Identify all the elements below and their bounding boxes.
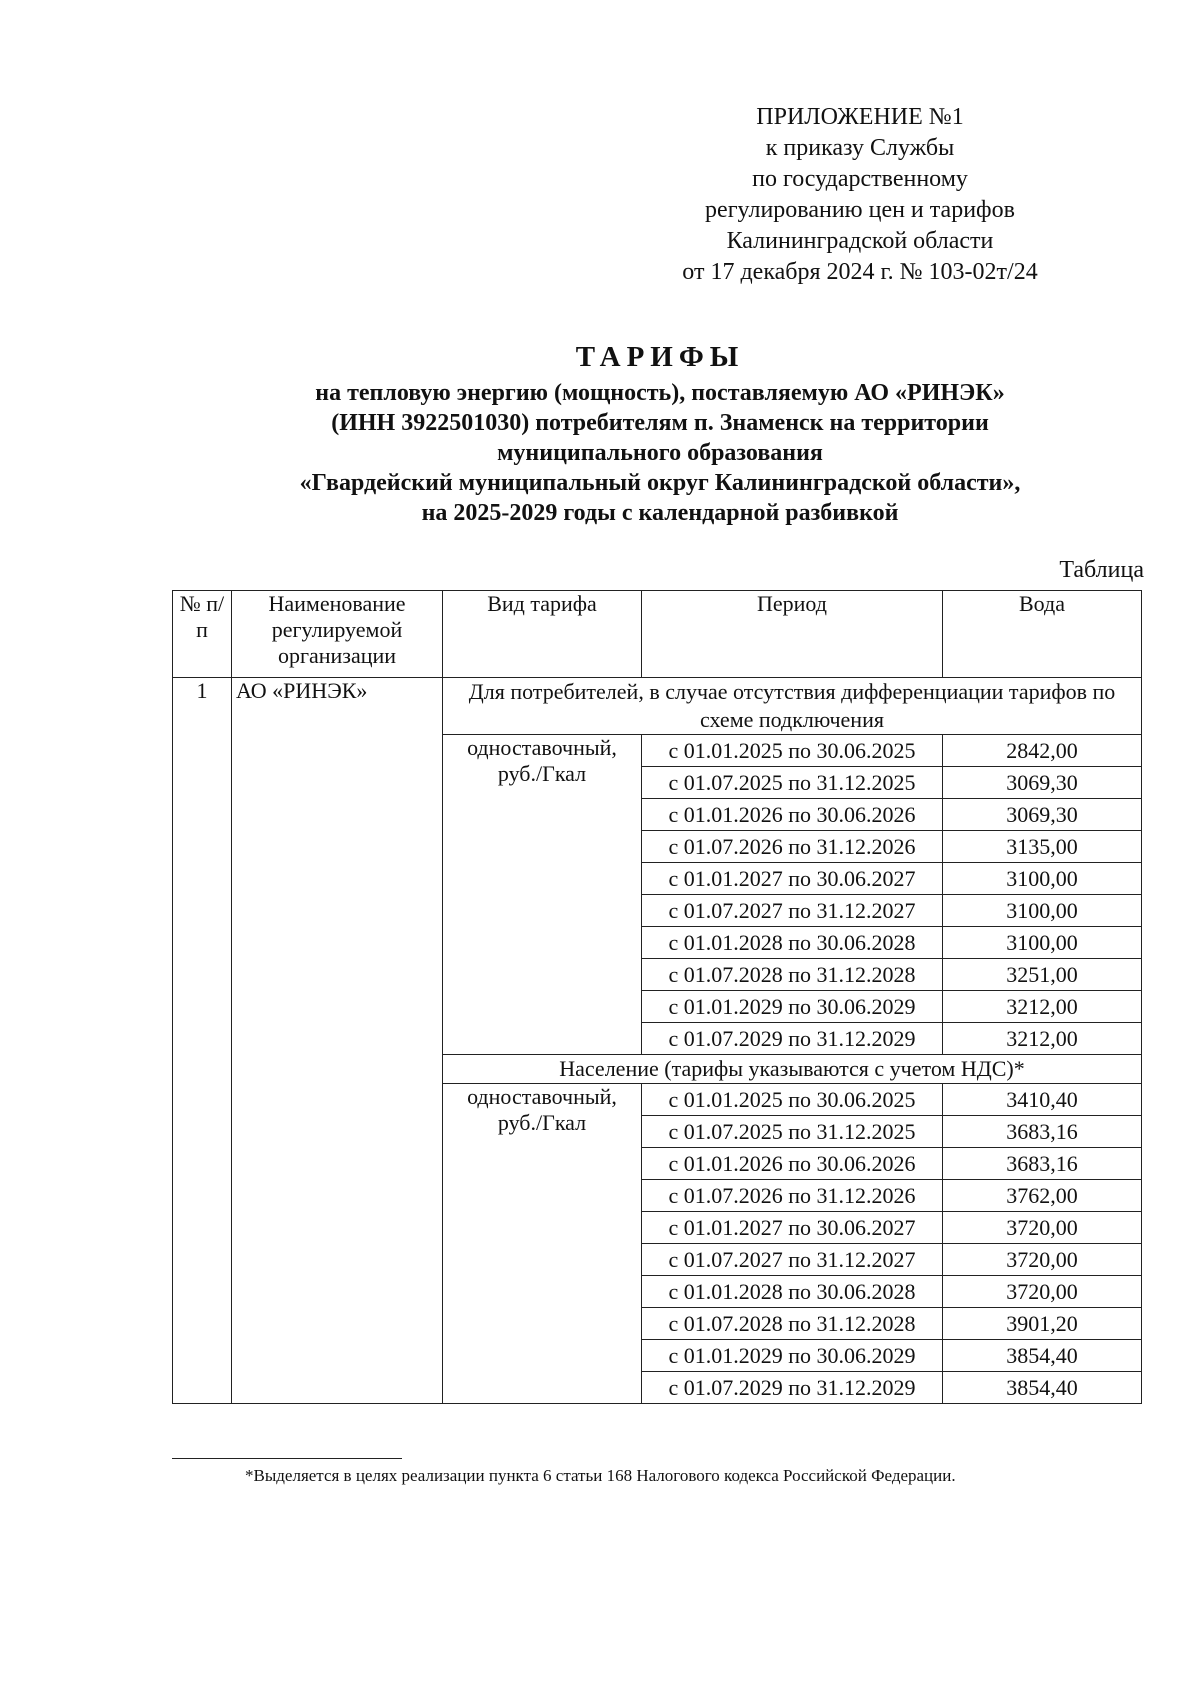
tariff-value: 3135,00 [943, 831, 1142, 863]
appendix-line: по государственному [752, 166, 968, 192]
tariff-period: с 01.07.2028 по 31.12.2028 [642, 959, 943, 991]
tariff-value: 3100,00 [943, 927, 1142, 959]
tariff-value: 3720,00 [943, 1212, 1142, 1244]
tariff-value: 3251,00 [943, 959, 1142, 991]
group-title-row [173, 678, 1142, 735]
tariff-period: с 01.01.2029 по 30.06.2029 [642, 991, 943, 1023]
appendix-line: ПРИЛОЖЕНИЕ №1 [756, 104, 964, 130]
tariff-value: 3069,30 [943, 767, 1142, 799]
title-line: (ИНН 3922501030) потребителям п. Знаменск на территории [331, 410, 989, 436]
title-line: на 2025-2029 годы с календарной разбивкой [421, 500, 899, 526]
tariff-period: с 01.07.2028 по 31.12.2028 [642, 1308, 943, 1340]
header-kind: Вид тарифа [443, 591, 642, 678]
appendix-line: Калининградской области [726, 228, 994, 254]
tariff-value: 3683,16 [943, 1116, 1142, 1148]
footnote-divider [172, 1458, 402, 1459]
tariff-period: с 01.07.2026 по 31.12.2026 [642, 1180, 943, 1212]
tariff-value: 3100,00 [943, 895, 1142, 927]
appendix-header [640, 102, 1080, 288]
header-value: Вода [943, 591, 1142, 678]
appendix-line: регулированию цен и тарифов [705, 197, 1015, 223]
appendix-line: от 17 декабря 2024 г. № 103-02т/24 [682, 259, 1038, 285]
tariff-period: с 01.07.2026 по 31.12.2026 [642, 831, 943, 863]
tariff-kind: одноставочный, руб./Гкал [443, 735, 642, 1055]
tariff-period: с 01.01.2027 по 30.06.2027 [642, 863, 943, 895]
tariff-value: 3212,00 [943, 991, 1142, 1023]
tariff-period: с 01.07.2027 по 31.12.2027 [642, 1244, 943, 1276]
tariff-period: с 01.07.2029 по 31.12.2029 [642, 1023, 943, 1055]
tariff-value: 3854,40 [943, 1340, 1142, 1372]
title-line: «Гвардейский муниципальный округ Калининградской области», [299, 470, 1021, 496]
title-line: на тепловую энергию (мощность), поставляемую АО «РИНЭК» [315, 380, 1005, 406]
header-period: Период [642, 591, 943, 678]
tariff-period: с 01.07.2025 по 31.12.2025 [642, 1116, 943, 1148]
group-title: Для потребителей, в случае отсутствия дифференциации тарифов по схеме подключения [443, 678, 1142, 735]
appendix-line: к приказу Службы [765, 135, 955, 161]
tariff-value: 3069,30 [943, 799, 1142, 831]
footnote: *Выделяется в целях реализации пункта 6 статьи 168 Налогового кодекса Российской Федерации. [245, 1466, 956, 1485]
organization-name: АО «РИНЭК» [232, 678, 443, 1404]
title-main: ТАРИФЫ [575, 341, 745, 373]
tariff-value: 3762,00 [943, 1180, 1142, 1212]
tariff-value: 3720,00 [943, 1276, 1142, 1308]
tariff-value: 2842,00 [943, 735, 1142, 767]
tariff-period: с 01.01.2026 по 30.06.2026 [642, 799, 943, 831]
tariff-period: с 01.07.2027 по 31.12.2027 [642, 895, 943, 927]
table-header-row [173, 591, 1142, 678]
table-caption: Таблица [1059, 557, 1144, 583]
tariff-kind: одноставочный, руб./Гкал [443, 1084, 642, 1404]
tariff-value: 3410,40 [943, 1084, 1142, 1116]
tariff-period: с 01.01.2025 по 30.06.2025 [642, 735, 943, 767]
tariff-period: с 01.01.2028 по 30.06.2028 [642, 927, 943, 959]
tariff-value: 3212,00 [943, 1023, 1142, 1055]
tariff-value: 3901,20 [943, 1308, 1142, 1340]
title-line: муниципального образования [497, 440, 823, 466]
row-number: 1 [173, 678, 232, 1404]
tariff-value: 3854,40 [943, 1372, 1142, 1404]
header-org: Наименование регулируемой организации [232, 591, 443, 678]
tariff-period: с 01.07.2029 по 31.12.2029 [642, 1372, 943, 1404]
tariff-value: 3683,16 [943, 1148, 1142, 1180]
header-num: № п/п [173, 591, 232, 678]
group-title: Население (тарифы указываются с учетом НДС)* [443, 1055, 1142, 1084]
tariff-value: 3100,00 [943, 863, 1142, 895]
tariff-period: с 01.01.2027 по 30.06.2027 [642, 1212, 943, 1244]
tariff-period: с 01.01.2028 по 30.06.2028 [642, 1276, 943, 1308]
tariff-period: с 01.01.2025 по 30.06.2025 [642, 1084, 943, 1116]
tariff-period: с 01.01.2029 по 30.06.2029 [642, 1340, 943, 1372]
tariff-period: с 01.07.2025 по 31.12.2025 [642, 767, 943, 799]
tariff-value: 3720,00 [943, 1244, 1142, 1276]
tariff-period: с 01.01.2026 по 30.06.2026 [642, 1148, 943, 1180]
document-title [120, 340, 1200, 528]
tariff-table [172, 590, 1142, 1404]
